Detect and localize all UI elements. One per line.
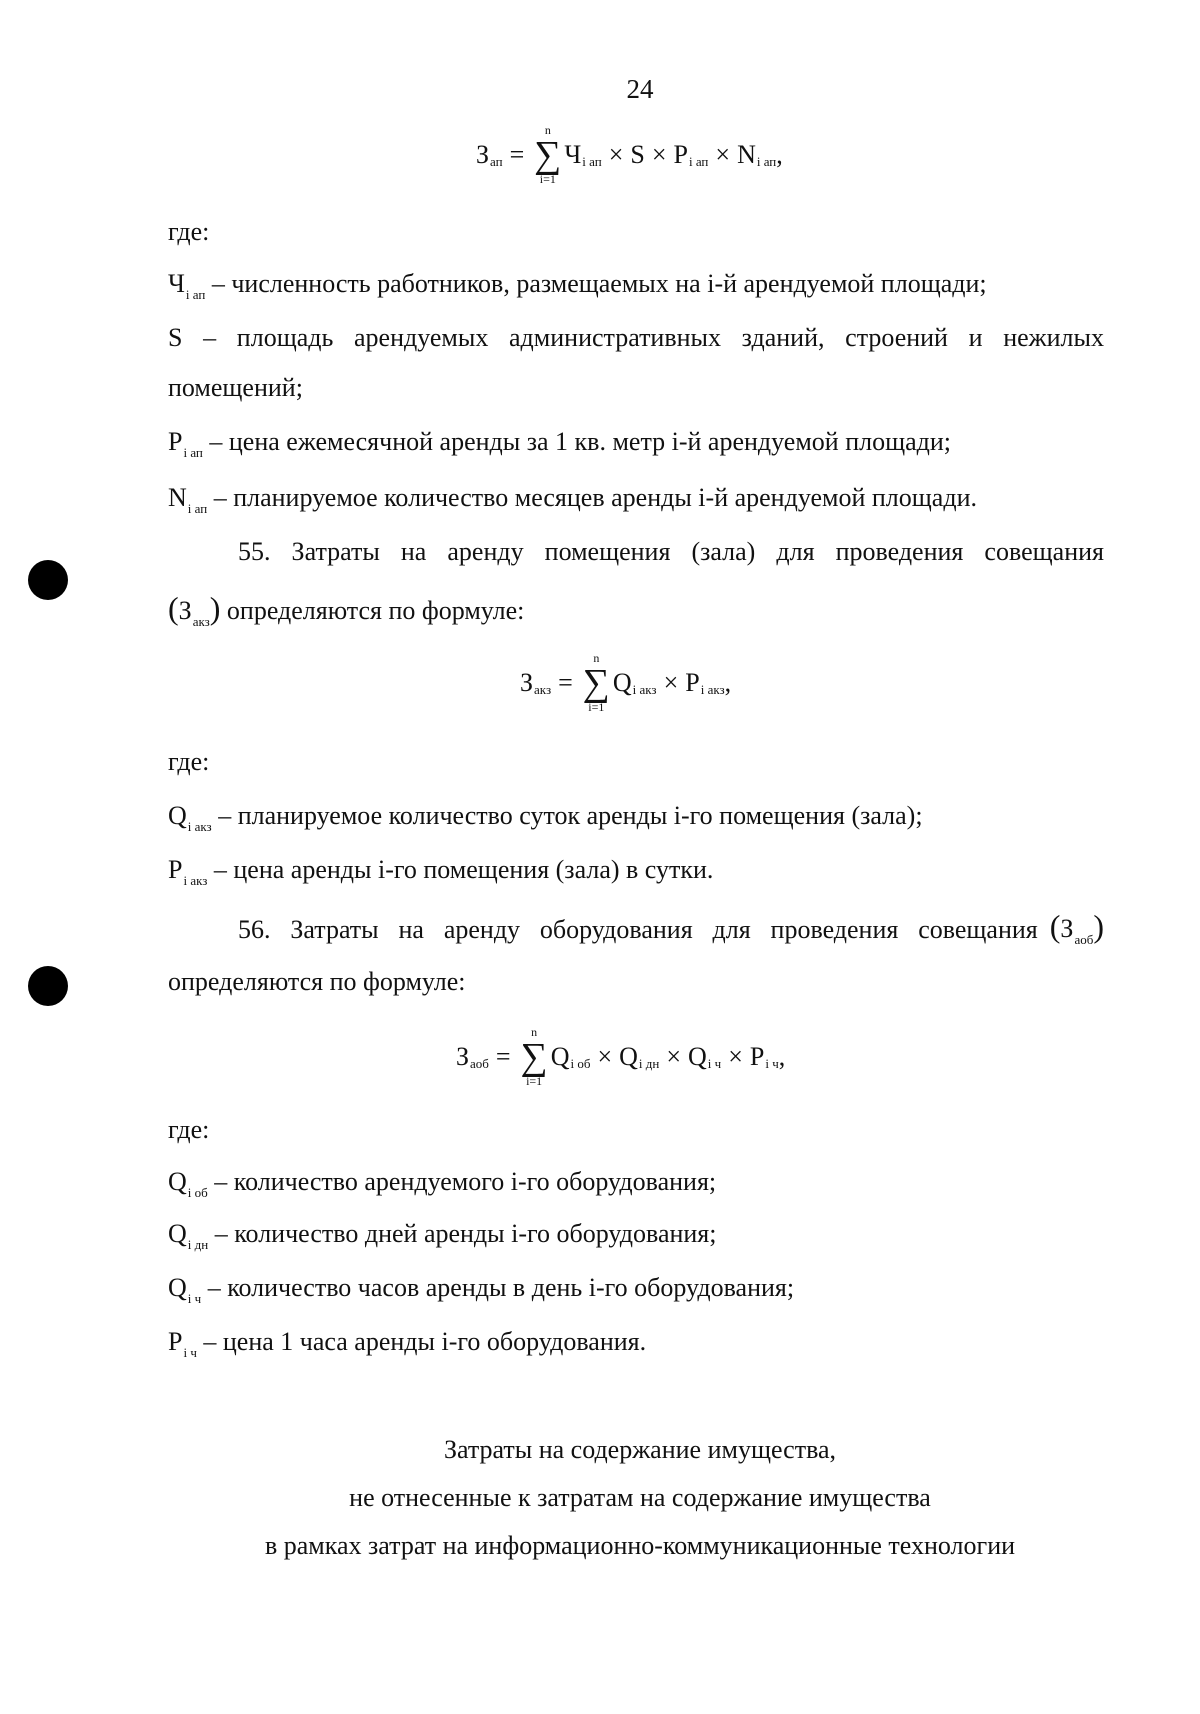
definition-line-continuation: помещений; bbox=[168, 373, 303, 402]
definition-symbol: P bbox=[168, 1327, 183, 1356]
where-label: где: bbox=[168, 217, 210, 246]
formula-subscript: акз bbox=[192, 614, 210, 629]
definition-text: – цена ежемесячной аренды за 1 кв. метр i-й арендуемой площади; bbox=[209, 427, 952, 456]
formula-symbol: Q bbox=[612, 668, 632, 697]
formula-symbol: P bbox=[685, 668, 700, 697]
formula-subscript: акз bbox=[534, 682, 552, 697]
sigma-symbol: ∑ bbox=[582, 662, 610, 704]
formula-subscript: i об bbox=[570, 1056, 591, 1071]
definition-text: – площадь арендуемых административных зданий, строений и нежилых bbox=[203, 323, 1104, 352]
formula-comma: , bbox=[724, 668, 732, 697]
where-label: где: bbox=[168, 747, 210, 776]
formula-subscript: ап bbox=[490, 154, 503, 169]
formula-symbol: Ч bbox=[564, 140, 582, 169]
definition-line bbox=[168, 1326, 646, 1362]
section-heading-line: не отнесенные к затратам на содержание имущества bbox=[349, 1483, 931, 1512]
section-heading-line: в рамках затрат на информационно-коммуникационные технологии bbox=[264, 1531, 1016, 1560]
definition-text: – количество арендуемого i-го оборудования; bbox=[214, 1167, 717, 1196]
definition-subscript: i акз bbox=[183, 873, 208, 888]
definition-text: – цена 1 часа аренды i-го оборудования. bbox=[203, 1327, 647, 1356]
definition-line bbox=[168, 854, 713, 890]
formula-subscript: аоб bbox=[1074, 932, 1094, 947]
sum-upper-limit: n bbox=[544, 123, 551, 137]
equals-sign: = bbox=[509, 140, 525, 169]
definition-subscript: i акз bbox=[187, 819, 212, 834]
definition-subscript: i ч bbox=[187, 1291, 202, 1306]
paragraph-text: 56. Затраты на аренду оборудования для проведения совещания bbox=[238, 914, 1038, 944]
formula-subscript: i ч bbox=[707, 1056, 722, 1071]
formula-symbol: Q bbox=[688, 1042, 707, 1071]
definition-line bbox=[168, 1166, 716, 1202]
times-sign: × bbox=[608, 140, 624, 169]
definition-symbol: Q bbox=[168, 1167, 187, 1196]
formula-symbol: З bbox=[476, 140, 490, 169]
summation-sign bbox=[521, 1026, 548, 1088]
punch-hole-mark-bottom bbox=[28, 966, 68, 1006]
definition-subscript: i ап bbox=[185, 287, 206, 302]
definition-line bbox=[168, 426, 951, 462]
formula-symbol: N bbox=[737, 140, 756, 169]
sum-lower-limit: i=1 bbox=[539, 172, 556, 186]
formula-rent-equipment bbox=[456, 1026, 785, 1088]
times-sign: × bbox=[666, 1042, 682, 1071]
paren: ( bbox=[168, 590, 179, 626]
formula-subscript: i ч bbox=[765, 1056, 779, 1071]
definition-text: – количество часов аренды в день i-го оборудования; bbox=[207, 1273, 795, 1302]
punch-hole-mark-top bbox=[28, 560, 68, 600]
paren: ( bbox=[1049, 908, 1061, 944]
formula-symbol: P bbox=[749, 1042, 765, 1071]
times-sign: × bbox=[597, 1042, 613, 1071]
paragraph-56-line1 bbox=[238, 910, 1104, 949]
times-sign: × bbox=[728, 1042, 743, 1071]
definition-line bbox=[168, 268, 987, 304]
definition-text: – количество дней аренды i-го оборудования; bbox=[214, 1219, 717, 1248]
page-number: 24 bbox=[626, 74, 654, 104]
sum-upper-limit: n bbox=[593, 651, 600, 665]
formula-symbol: Q bbox=[550, 1042, 570, 1071]
definition-subscript: i ч bbox=[183, 1345, 197, 1360]
formula-symbol: P bbox=[673, 140, 688, 169]
definition-subscript: i дн bbox=[187, 1237, 209, 1252]
times-sign: × bbox=[715, 140, 731, 169]
definition-text: – планируемое количество суток аренды i-го помещения (зала); bbox=[218, 801, 923, 830]
sigma-symbol: ∑ bbox=[534, 134, 562, 176]
definition-subscript: i ап bbox=[187, 501, 208, 516]
paragraph-55-line1: 55. Затраты на аренду помещения (зала) для проведения совещания bbox=[238, 537, 1104, 566]
section-heading-line: Затраты на содержание имущества, bbox=[443, 1435, 837, 1464]
formula-symbol: Q bbox=[619, 1042, 638, 1071]
definition-text: – цена аренды i-го помещения (зала) в сутки. bbox=[213, 855, 714, 884]
definition-symbol: Ч bbox=[168, 269, 185, 298]
formula-comma: , bbox=[776, 140, 783, 169]
formula-subscript: i акз bbox=[632, 682, 657, 697]
paragraph-56-line2: определяются по формуле: bbox=[168, 967, 466, 996]
times-sign: × bbox=[663, 668, 679, 697]
definition-line bbox=[168, 1272, 794, 1308]
times-sign: × bbox=[651, 140, 667, 169]
definition-subscript: i ап bbox=[183, 445, 203, 460]
paren: ) bbox=[1093, 908, 1104, 944]
equals-sign: = bbox=[495, 1042, 511, 1071]
definition-line bbox=[168, 482, 977, 518]
formula-subscript: аоб bbox=[470, 1056, 489, 1071]
formula-symbol: З bbox=[456, 1042, 470, 1071]
summation-sign bbox=[583, 652, 610, 714]
formula-symbol: З bbox=[520, 668, 534, 697]
formula-symbol: З bbox=[178, 596, 192, 625]
paragraph-55-line2 bbox=[168, 592, 524, 631]
formula-rent-hall bbox=[520, 652, 731, 714]
summation-sign bbox=[534, 124, 561, 186]
definition-symbol: P bbox=[168, 855, 183, 884]
sigma-symbol: ∑ bbox=[520, 1036, 548, 1078]
formula-subscript: i акз bbox=[700, 682, 725, 697]
definition-text: – планируемое количество месяцев аренды i-й арендуемой площади. bbox=[213, 483, 977, 512]
sum-upper-limit: n bbox=[531, 1025, 538, 1039]
definition-symbol: Q bbox=[168, 1273, 187, 1302]
formula-rent-area bbox=[476, 124, 783, 186]
formula-comma: , bbox=[778, 1042, 786, 1071]
formula-subscript: i дн bbox=[638, 1056, 660, 1071]
definition-symbol: P bbox=[168, 427, 183, 456]
equals-sign: = bbox=[558, 668, 573, 697]
where-label: где: bbox=[168, 1115, 210, 1144]
definition-text: – численность работников, размещаемых на i-й арендуемой площади; bbox=[211, 269, 987, 298]
definition-line bbox=[168, 800, 923, 836]
definition-subscript: i об bbox=[187, 1185, 208, 1200]
definition-symbol: N bbox=[168, 483, 187, 512]
formula-symbol: S bbox=[630, 140, 645, 169]
formula-subscript: i ап bbox=[756, 154, 777, 169]
definition-symbol: Q bbox=[168, 1219, 187, 1248]
paragraph-text: определяются по формуле: bbox=[226, 596, 525, 625]
sum-lower-limit: i=1 bbox=[526, 1074, 543, 1088]
formula-subscript: i ап bbox=[582, 154, 602, 169]
formula-subscript: i ап bbox=[688, 154, 709, 169]
formula-symbol: З bbox=[1060, 914, 1074, 943]
sum-lower-limit: i=1 bbox=[588, 700, 605, 714]
paragraph-symbol-group bbox=[1050, 910, 1104, 949]
paren: ) bbox=[209, 590, 221, 626]
definition-symbol: S bbox=[168, 323, 183, 352]
definition-line bbox=[168, 322, 1104, 354]
definition-line bbox=[168, 1218, 717, 1254]
definition-symbol: Q bbox=[168, 801, 187, 830]
